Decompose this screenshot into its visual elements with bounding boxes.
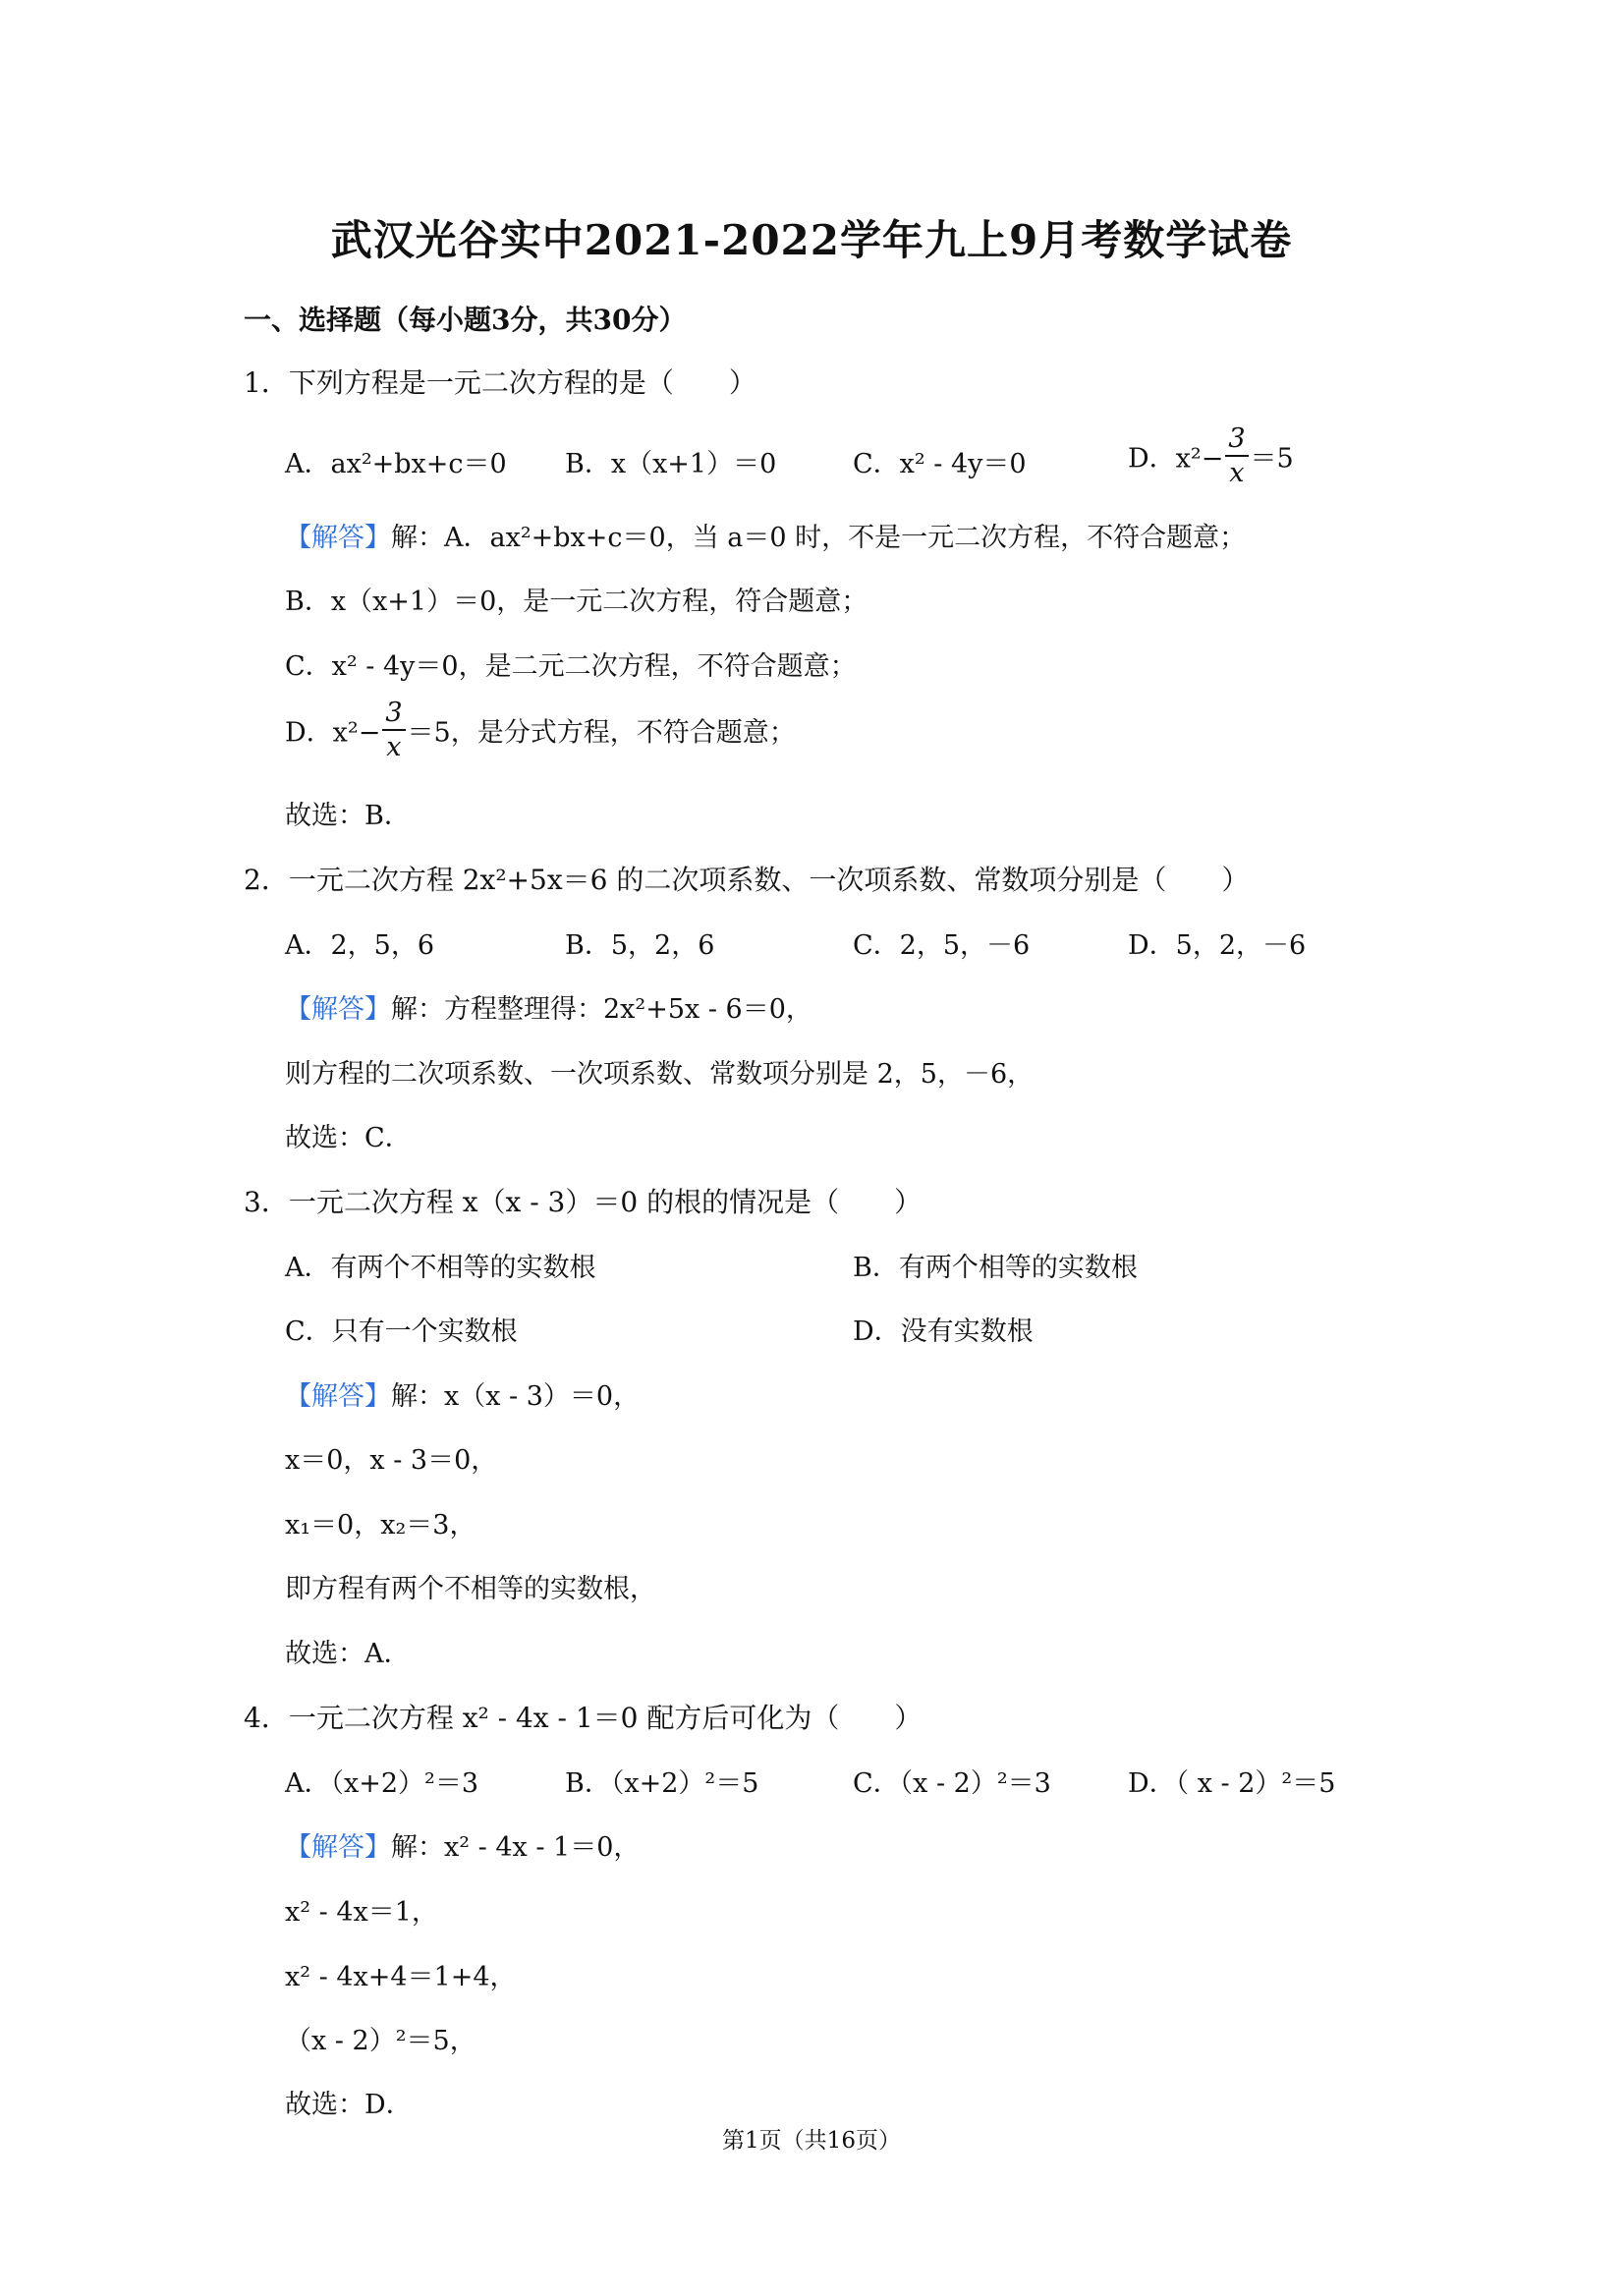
question-3-stem: 3．一元二次方程 x（x - 3）＝0 的根的情况是（ ） xyxy=(244,1186,923,1218)
q1-solution-line-5: 故选：B． xyxy=(285,801,411,831)
q1-solution-d-text: D．x²− xyxy=(285,717,381,749)
q3-option-c: C．只有一个实数根 xyxy=(285,1316,518,1347)
q2-option-a: A．2，5，6 xyxy=(285,930,435,961)
q3-solution-line-1 xyxy=(285,1374,640,1413)
q1-solution-d-fraction xyxy=(382,700,405,760)
q1-solution-line-3: C．x² - 4y＝0，是二元二次方程，不符合题意； xyxy=(285,651,857,682)
q1-option-b: B．x（x+1）＝0 xyxy=(565,449,777,479)
q4-solution-line-3: x² - 4x+4＝1+4， xyxy=(285,1962,517,1992)
q2-solution-line-3: 故选：C． xyxy=(285,1123,412,1153)
fraction-denominator: x xyxy=(1229,458,1245,488)
q4-solution-line-1 xyxy=(285,1825,640,1864)
solution-text: 解：A．ax²+bx+c＝0，当 a＝0 时，不是一元二次方程，不符合题意； xyxy=(391,523,1247,553)
page-title: 武汉光谷实中2021-2022学年九上9月考数学试卷 xyxy=(330,216,1293,264)
q1-solution-d-tail: ＝5，是分式方程，不符合题意； xyxy=(407,717,796,749)
q2-option-b: B．5，2，6 xyxy=(565,930,715,961)
q1-option-a: A．ax²+bx+c＝0 xyxy=(285,449,507,479)
q4-option-a: A．（x+2）²＝3 xyxy=(285,1768,479,1799)
solution-tag: 【解答】 xyxy=(285,523,391,553)
q1-solution-line-2: B．x（x+1）＝0，是一元二次方程，符合题意； xyxy=(285,587,868,617)
q1-option-d-tail: ＝5 xyxy=(1250,443,1294,475)
solution-tag: 【解答】 xyxy=(285,1832,391,1863)
solution-tag: 【解答】 xyxy=(285,1381,391,1412)
q3-option-d: D．没有实数根 xyxy=(853,1316,1034,1347)
q1-option-c: C．x² - 4y＝0 xyxy=(853,449,1027,479)
page-footer: 第1页（共16页） xyxy=(722,2128,901,2154)
q2-solution-line-1 xyxy=(285,987,812,1026)
q4-option-b: B．（x+2）²＝5 xyxy=(565,1768,759,1799)
question-4-stem: 4．一元二次方程 x² - 4x - 1＝0 配方后可化为（ ） xyxy=(244,1702,923,1734)
q1-solution-line-4 xyxy=(285,700,796,760)
q3-solution-line-3: x₁＝0，x₂＝3， xyxy=(285,1510,476,1540)
q2-option-d: D．5，2，－6 xyxy=(1128,930,1307,961)
q1-solution-line-1 xyxy=(285,516,1246,554)
q2-option-c: C．2，5，－6 xyxy=(853,930,1031,961)
solution-tag: 【解答】 xyxy=(285,994,391,1025)
q4-solution-line-2: x² - 4x＝1， xyxy=(285,1897,438,1928)
q3-solution-line-2: x＝0，x - 3＝0， xyxy=(285,1445,498,1476)
q3-option-b: B．有两个相等的实数根 xyxy=(853,1253,1138,1283)
q4-solution-line-5: 故选：D． xyxy=(285,2090,413,2120)
solution-text: 解：方程整理得：2x²+5x - 6＝0， xyxy=(391,994,812,1025)
solution-text: 解：x² - 4x - 1＝0， xyxy=(391,1832,641,1863)
q3-solution-line-5: 故选：A． xyxy=(285,1639,411,1669)
q4-option-d: D．（ x - 2）²＝5 xyxy=(1128,1768,1336,1799)
q1-option-d xyxy=(1128,425,1294,486)
q3-solution-line-4: 即方程有两个不相等的实数根， xyxy=(285,1574,656,1604)
q4-solution-line-4: （x - 2）²＝5， xyxy=(285,2026,476,2056)
solution-text: 解：x（x - 3）＝0， xyxy=(391,1381,641,1412)
q1-option-d-text: D．x²− xyxy=(1128,443,1224,475)
question-1-stem: 1．下列方程是一元二次方程的是（ ） xyxy=(244,366,756,399)
question-2-stem: 2．一元二次方程 2x²+5x＝6 的二次项系数、一次项系数、常数项分别是（ ） xyxy=(244,864,1250,896)
q2-solution-line-2: 则方程的二次项系数、一次项系数、常数项分别是 2，5，－6， xyxy=(285,1059,1035,1090)
fraction-numerator: 3 xyxy=(382,700,405,731)
fraction-denominator: x xyxy=(386,732,402,762)
fraction-numerator: 3 xyxy=(1225,425,1248,457)
q4-option-c: C．（x - 2）²＝3 xyxy=(853,1768,1051,1799)
q3-option-a: A．有两个不相等的实数根 xyxy=(285,1253,596,1283)
section-heading: 一、选择题（每小题3分，共30分） xyxy=(244,304,687,336)
q1-option-d-fraction xyxy=(1225,425,1248,486)
